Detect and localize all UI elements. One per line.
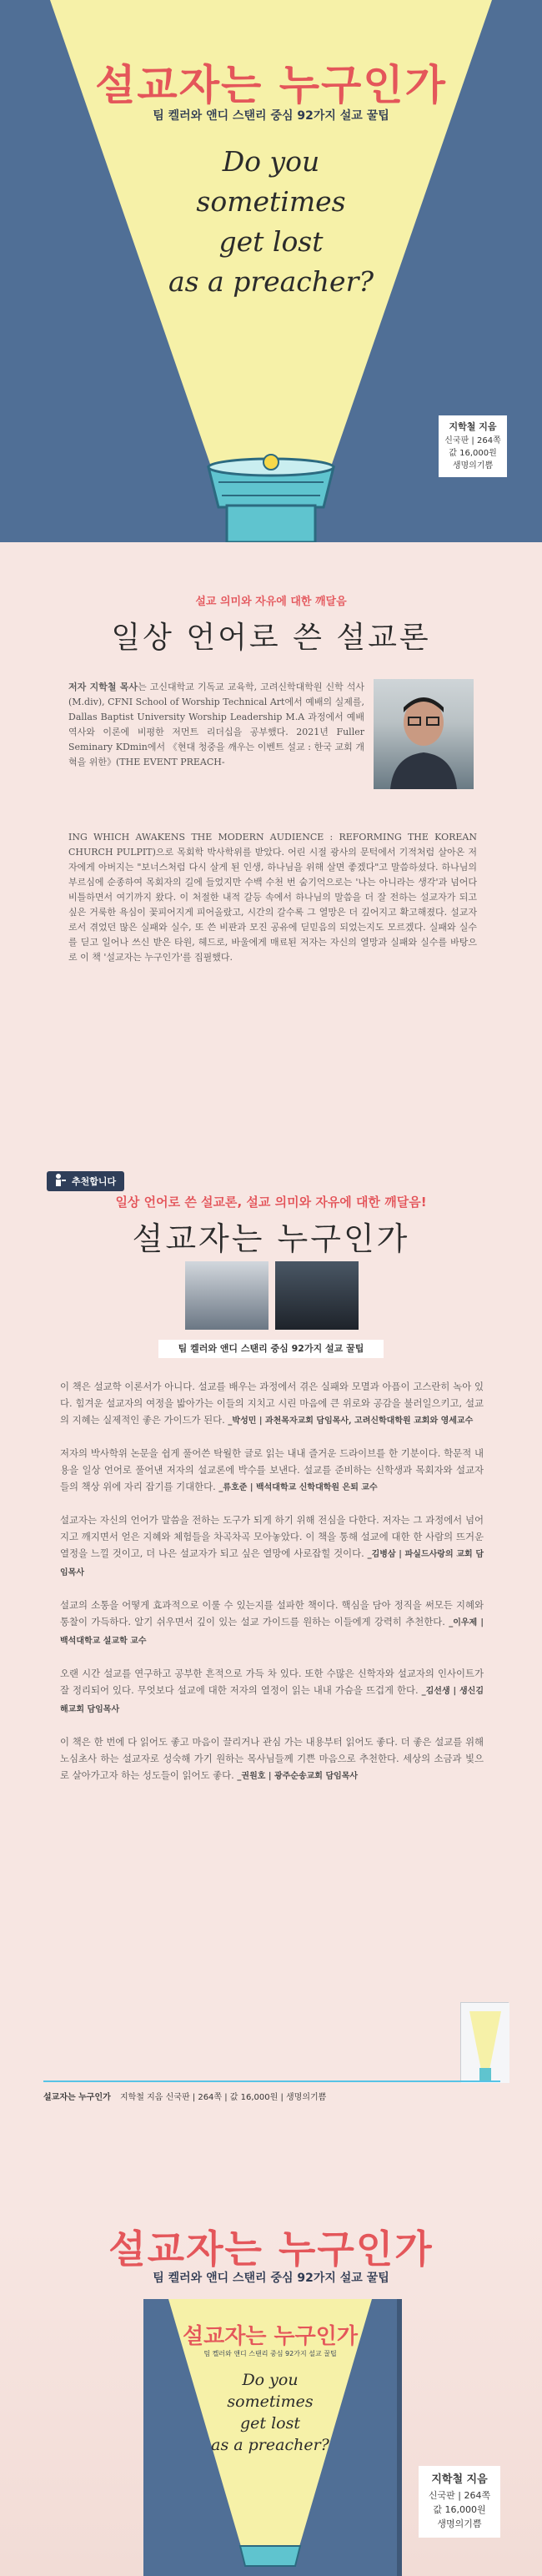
recommend-badge xyxy=(47,1171,124,1191)
price-tag-author: 지학철 지음 xyxy=(449,421,497,432)
hero-title: 설교자는 누구인가 xyxy=(95,61,447,109)
author-bio xyxy=(68,680,364,770)
recommender-photo xyxy=(185,1261,268,1330)
product-price-tag xyxy=(419,2466,500,2538)
hero-subtitle: 팀 켈러와 앤디 스탠리 중심 92가지 설교 꿀팁 xyxy=(153,109,389,123)
recommend-list xyxy=(60,1378,484,1800)
recommend-item xyxy=(60,1597,484,1650)
recommender-name: _김병삼 | 파실드사랑의 교회 담임목사 xyxy=(60,1550,484,1577)
price-tag-publisher: 생명의기쁨 xyxy=(452,461,494,470)
book-english-line: sometimes xyxy=(227,2392,314,2411)
speaker-icon xyxy=(53,1173,67,1186)
footer-divider xyxy=(43,2080,500,2082)
author-photo xyxy=(374,679,474,789)
hero-cover xyxy=(0,0,542,542)
recommender-name: _이우제 | 백석대학교 설교학 교수 xyxy=(60,1618,484,1646)
footer-author: 지학철 지음 xyxy=(119,2093,163,2102)
intro-kicker: 설교 의미와 자유에 대한 깨달음 xyxy=(195,596,347,608)
book-english-line: as a preacher? xyxy=(211,2436,329,2454)
english-line: sometimes xyxy=(196,185,346,218)
product-price-author: 지학철 지음 xyxy=(431,2473,488,2486)
recommender-name: _권원호 | 광주순송교회 담임목사 xyxy=(237,1772,359,1781)
product-price-pages: 신국판 | 264쪽 xyxy=(428,2490,491,2501)
recommend-text: 이 책은 한 번에 다 읽어도 좋고 마음이 끌리거나 관심 가는 내용부터 읽어도 좋다. 더 좋은 설교를 위해 노심초사 하는 설교자로 성숙해 가기 원하는 목사님들께 기쁜 마음으로 추천한다. 세상의 소금과 빛으로 살아가고자 하는 성도들이 읽어도 좋다. xyxy=(60,1736,484,1781)
book-cover xyxy=(143,2299,397,2576)
product-title: 설교자는 누구인가 xyxy=(108,2226,434,2272)
product-price-publisher: 생명의기쁨 xyxy=(437,2518,482,2529)
recommend-item xyxy=(60,1733,484,1785)
english-line: Do you xyxy=(222,145,320,178)
recommender-name: _류호준 | 백석대학교 신학대학원 은퇴 교수 xyxy=(218,1483,378,1492)
recommend-title: 설교자는 누구인가 xyxy=(132,1220,410,1257)
recommend-text: 저자의 박사학위 논문을 쉽게 풀어쓴 탁월한 글로 읽는 내내 즐거운 드라이브를 한 기분이다. 학문적 내용을 일상 언어로 풀어낸 저자의 설교론에 박수를 보낸다. 설교를 준비하는 신학생과 목회자와 설교자들의 책상 위에 자리 잡기를 기대한다. xyxy=(60,1447,484,1492)
footer-book-title: 설교자는 누구인가 xyxy=(43,2093,111,2102)
recommend-section xyxy=(0,1160,542,2219)
author-bio-continued: ING WHICH AWAKENS THE MODERN AUDIENCE : REFORMING THE KOREAN CHURCH PULPIT)으로 목회학 박사학위를 받았다. 어린 시절 광사의 문턱에서 기적처럼 살아온 저자에게 아버지는 "보너스처럼 다시 살게 된 인생, 하나님을 위해 살면 좋겠다"고 말씀하셨다. 하나님의 부르심에 순종하여 목회자의 길에 들었지만 수백 수천 번 숨기억으로는 '나는 아니라는 생각'과 넘어다 비틀하면서 여기까지 왔다. 이 처절한 내적 갈등 속에서 하나님의 말씀을 더 잘 전하는 설교자가 되고 싶은 거룩한 욕심이 꽃피어지게 피어올랐고, 시간의 갈수록 그 열망은 더 깊어지고 확고해졌다. 설교자로서 겪었던 많은 실패와 실수, 또 쓴 비판과 모진 공유에 딛믿음의 되었는지도 모르겠다. 실패와 실수를 딛고 일어나 쓰신 받은 타원, 헤드로, 바울에게 매료된 저자는 자신의 열망과 실패와 실수를 바탕으로 이 책 '설교자는 누구인가'를 집필했다. xyxy=(68,832,477,963)
book-english-line: get lost xyxy=(240,2414,300,2433)
recommend-item xyxy=(60,1512,484,1582)
recommend-text: 이 책은 설교학 이론서가 아니다. 설교를 배우는 과정에서 겪은 실패와 모멸과 아픔이 고스란히 녹아 있다. 힘겨운 설교자의 여정을 밟아가는 이들의 지치고 시린 마음에 큰 위로와 공감을 불러일으키고, 설교의 지혜는 실제적인 좋은 가이드가 된다. xyxy=(60,1381,484,1426)
recommender-name: _박성민 | 과천목자교회 담임목사, 고려신학대학원 교회와 영세교수 xyxy=(228,1416,474,1426)
footer-book-meta: 신국판 | 264쪽 | 값 16,000원 | 생명의기쁨 xyxy=(165,2093,327,2102)
hero-price-tag xyxy=(439,415,507,477)
hero-english-slogan xyxy=(0,142,542,302)
book-thumbnail xyxy=(460,2002,509,2082)
author-portrait-illustration xyxy=(374,679,474,789)
recommend-item xyxy=(60,1378,484,1430)
recommender-name: _김선생 | 생신김해교회 담임목사 xyxy=(60,1687,484,1714)
english-line: as a preacher? xyxy=(168,265,374,298)
book-thumbnail-illustration xyxy=(461,2003,509,2083)
price-tag-pages: 신국판 | 264쪽 xyxy=(444,436,501,445)
book-english-line: Do you xyxy=(242,2371,299,2389)
price-tag-price: 값 16,000원 xyxy=(449,449,497,458)
book-cover-title: 설교자는 누구인가 xyxy=(183,2324,358,2349)
recommend-text: 설교자는 자신의 언어가 말씀을 전하는 도구가 되게 하기 위해 전심을 다한다. 저자는 그 과정에서 넘어지고 깨지면서 얻은 지혜와 체험들을 차곡차곡 모아놓았다. 이 책을 통해 설교에 대한 한 사람의 뜨거운 열정을 느낄 것이고, 더 나은 설교자가 되고 싶은 열망에 사로잡힐 것이다. xyxy=(60,1514,484,1559)
author-bio-text: 는 고신대학교 기독교 교육학, 고려신학대학원 신학 석사(M.div), CFNI School of Worship Technical Art에서 예배의 실제를, Dallas Baptist University Worship Leadership M.A 과정에서 예배 역사와 이론에 비평한 저먼트 리더십을 공부했다. 2021년 Fuller Seminary KDmin에서 《현대 청중을 깨우는 이벤트 설교 : 한국 교회 개혁을 위한》(THE EVENT PREACH- xyxy=(68,682,364,767)
recommend-headline: 일상 언어로 쓴 설교론, 설교 의미와 자유에 대한 깨달음! xyxy=(115,1195,427,1210)
recommend-badge-label: 추천합니다 xyxy=(72,1176,117,1187)
product-price-value: 값 16,000원 xyxy=(433,2504,486,2515)
intro-title: 일상 언어로 쓴 설교론 xyxy=(111,621,431,655)
recommend-item xyxy=(60,1665,484,1718)
product-subtitle: 팀 켈러와 앤디 스탠리 중심 92가지 설교 꿀팁 xyxy=(153,2272,389,2285)
author-name: 저자 지학철 목사 xyxy=(68,682,138,692)
recommend-item xyxy=(60,1445,484,1497)
english-line: get lost xyxy=(218,225,324,258)
recommend-subtitle-bar: 팀 켈러와 앤디 스탠리 중심 92가지 설교 꿀팁 xyxy=(158,1340,384,1358)
book-cover-subtitle: 팀 켈러와 앤디 스탠리 중심 92가지 설교 꿀팁 xyxy=(203,2350,337,2357)
author-intro-section xyxy=(0,542,542,1160)
recommender-photo xyxy=(275,1261,359,1330)
product-section xyxy=(0,2219,542,2576)
recommend-text: 설교의 소통을 어떻게 효과적으로 이룰 수 있는지를 설파한 책이다. 핵심을 담아 정직을 써모든 지혜와 통찰이 가득하다. 알기 쉬우면서 깊이 있는 설교 가이드를 원하는 이들에게 강력히 추천한다. xyxy=(60,1599,484,1628)
book-cover-english xyxy=(143,2369,397,2456)
book-footer-info xyxy=(43,2090,326,2102)
recommend-text: 오랜 시간 설교를 연구하고 공부한 흔적으로 가득 차 있다. 또한 수많은 신학자와 설교자의 인사이트가 잘 정리되어 있다. 무엇보다 설교에 대한 저자의 열정이 읽는 내내 가슴을 뜨겁게 한다. xyxy=(60,1668,484,1696)
